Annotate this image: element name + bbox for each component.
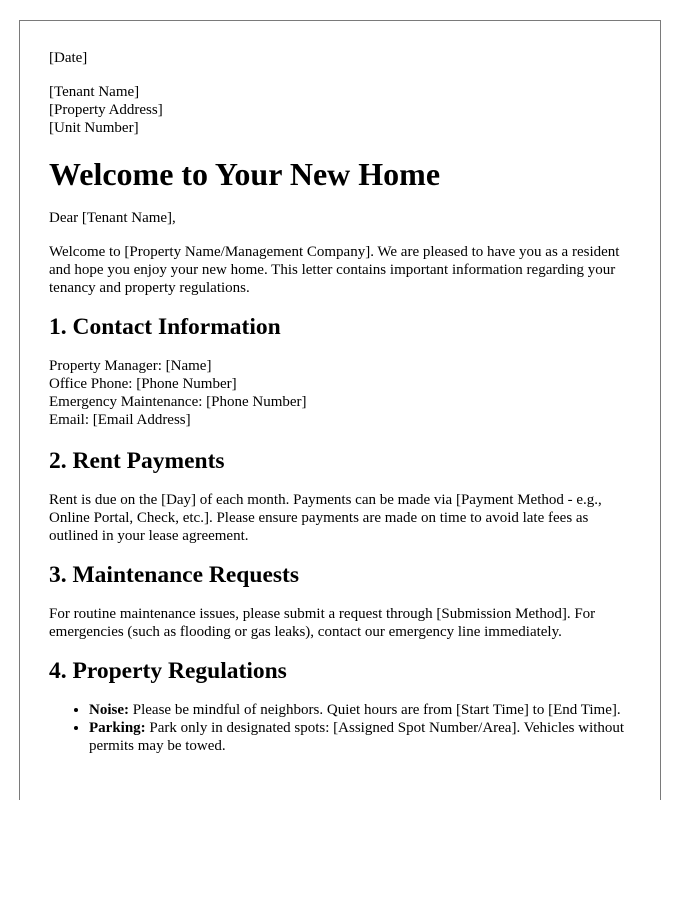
contact-line-emergency: Emergency Maintenance: [Phone Number] — [49, 394, 307, 410]
contact-line-email: Email: [Email Address] — [49, 412, 191, 428]
salutation: Dear [Tenant Name], — [49, 210, 176, 226]
regulation-text-noise: Please be mindful of neighbors. Quiet hours are from [Start Time] to [End Time]. — [129, 702, 621, 718]
tenant-name-line: [Tenant Name] — [49, 84, 140, 100]
rent-paragraph: Rent is due on the [Day] of each month. Payments can be made via [Payment Method - e.g., Online Portal, Check, etc.]. Please ensure payments are made on time to avoid late fees as outlined in your lease agreement. — [49, 492, 602, 544]
regulation-text-parking: Park only in designated spots: [Assigned Spot Number/Area]. Vehicles without permits may be towed. — [89, 720, 625, 754]
recipient-address-block — [49, 83, 639, 137]
letter-page — [19, 20, 661, 800]
contact-info-block — [49, 357, 639, 429]
regulation-label-parking: Parking: — [89, 720, 146, 736]
regulation-label-noise: Noise: — [89, 702, 129, 718]
section-heading-regulations: 4. Property Regulations — [49, 658, 287, 684]
maintenance-paragraph: For routine maintenance issues, please submit a request through [Submission Method]. For emergencies (such as flooding or gas leaks), contact our emergency line immediately. — [49, 606, 596, 640]
list-item — [89, 719, 639, 755]
page-title: Welcome to Your New Home — [49, 156, 441, 192]
intro-paragraph: Welcome to [Property Name/Management Company]. We are pleased to have you as a resident and hope you enjoy your new home. This letter contains important information regarding your tenancy and property regulations. — [49, 244, 620, 296]
section-heading-contact: 1. Contact Information — [49, 314, 281, 340]
contact-line-manager: Property Manager: [Name] — [49, 358, 212, 374]
property-address-line: [Property Address] — [49, 102, 163, 118]
contact-line-office-phone: Office Phone: [Phone Number] — [49, 376, 237, 392]
section-heading-rent: 2. Rent Payments — [49, 448, 225, 474]
unit-number-line: [Unit Number] — [49, 120, 139, 136]
date-line: [Date] — [49, 50, 88, 66]
list-item — [89, 701, 639, 719]
section-heading-maintenance: 3. Maintenance Requests — [49, 562, 299, 588]
letter-content — [49, 49, 639, 755]
regulations-list — [49, 701, 639, 755]
